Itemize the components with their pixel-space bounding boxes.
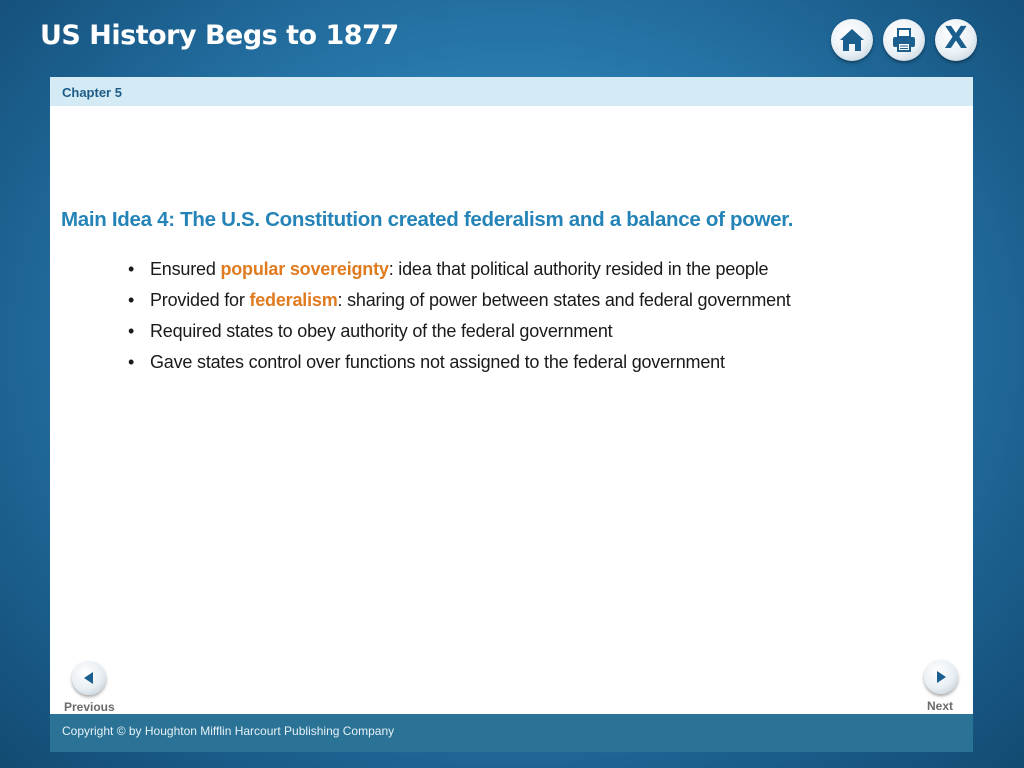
bullet-dot: • xyxy=(128,290,135,310)
bullet-text: Gave states control over functions not assigned to the federal government xyxy=(150,352,725,372)
bullet-text: Required states to obey authority of the federal government xyxy=(150,321,613,341)
previous-label[interactable]: Previous xyxy=(64,700,115,714)
bullet-item xyxy=(128,288,791,319)
main-idea-heading: Main Idea 4: The U.S. Constitution created federalism and a balance of power. xyxy=(61,208,794,231)
printer-icon xyxy=(890,26,918,54)
bullet-list xyxy=(128,257,791,381)
print-button[interactable] xyxy=(883,19,925,61)
bullet-dot: • xyxy=(128,259,135,279)
arrow-right-icon xyxy=(933,669,949,685)
home-icon xyxy=(838,27,866,53)
bullet-dot: • xyxy=(128,321,135,341)
key-term: federalism xyxy=(249,290,338,310)
close-button[interactable] xyxy=(935,19,977,61)
arrow-left-icon xyxy=(81,670,97,686)
close-icon: X xyxy=(944,21,968,56)
bullet-dot: • xyxy=(128,352,135,372)
home-button[interactable] xyxy=(831,19,873,61)
key-term: popular sovereignty xyxy=(220,259,389,279)
previous-button[interactable] xyxy=(72,661,106,695)
bullet-item xyxy=(128,319,791,350)
app-title: US History Begs to 1877 xyxy=(40,20,399,51)
content-panel xyxy=(50,77,973,714)
copyright-text: Copyright © by Houghton Mifflin Harcourt Publishing Company xyxy=(62,724,395,738)
bullet-item xyxy=(128,257,791,288)
bullet-text: Provided for xyxy=(150,290,250,310)
bullet-item xyxy=(128,350,791,381)
footer-bar xyxy=(50,714,973,752)
bullet-text: : idea that political authority resided in the people xyxy=(388,259,769,279)
next-button[interactable] xyxy=(924,660,958,694)
bullet-text: Ensured xyxy=(150,259,221,279)
chapter-bar xyxy=(50,77,973,106)
bullet-text: : sharing of power between states and federal government xyxy=(337,290,791,310)
chapter-label: Chapter 5 xyxy=(62,85,122,100)
next-label[interactable]: Next xyxy=(927,699,954,713)
